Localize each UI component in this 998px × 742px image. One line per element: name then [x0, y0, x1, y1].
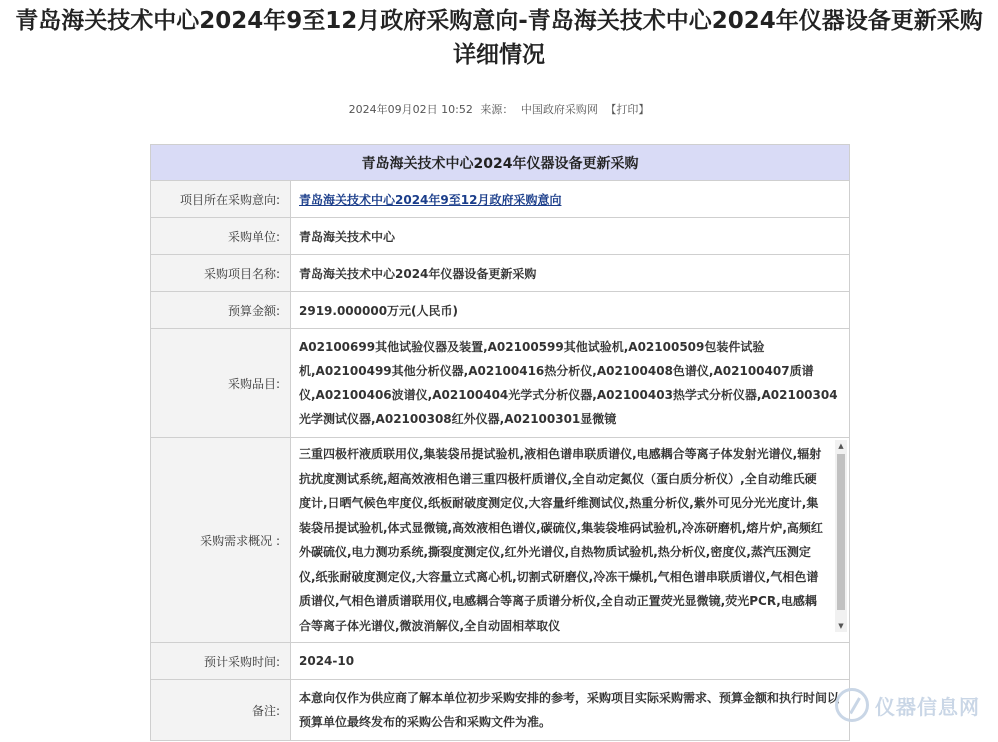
scroll-up-icon[interactable]: ▲: [838, 442, 844, 450]
table-row: [151, 181, 850, 218]
procurement-items-text: A02100699其他试验仪器及装置,A02100599其他试验机,A02100509包装件试验机,A02100499其他分析仪器,A02100416热分析仪,A02100408色谱仪,A02100407质谱仪,A02100406波谱仪,A02100404光学式分析仪器,A02100403热学式分析仪器,A02100304光学测试仪器,A02100308红外仪器,A02100301显微镜: [299, 340, 838, 426]
row-value: [291, 181, 850, 218]
row-label: 预计采购时间:: [151, 643, 291, 680]
row-value: [291, 680, 850, 741]
requirement-text: 三重四极杆液质联用仪,集装袋吊提试验机,液相色谱串联质谱仪,电感耦合等离子体发射光谱仪,辐射抗扰度测试系统,超高效液相色谱三重四极杆质谱仪,全自动定氮仪（蛋白质分析仪）,全自动维氏硬度计,日晒气候色牢度仪,纸板耐破度测定仪,大容量纤维测试仪,热重分析仪,紫外可见分光光度计,集装袋吊提试验机,体式显微镜,高效液相色谱仪,碳硫仪,集装袋堆码试验机,冷冻研磨机,熔片炉,高频红外碳硫仪,电力测功系统,撕裂度测定仪,红外光谱仪,自热物质试验机,热分析仪,密度仪,蒸汽压测定仪,纸张耐破度测定仪,大容量立式离心机,切割式研磨仪,冷冻干燥机,气相色谱串联质谱仪,气相色谱质谱仪,气相色谱质谱联用仪,电感耦合等离子质谱分析仪,全自动正置荧光显微镜,荧光PCR,电感耦合等离子体光谱仪,微波消解仪,全自动固相萃取仪: [299, 447, 823, 633]
table-row: [151, 329, 850, 438]
requirement-scrollbox[interactable]: [299, 442, 841, 638]
row-value: [291, 329, 850, 438]
article-meta: [0, 101, 998, 117]
row-label: 采购项目名称:: [151, 255, 291, 292]
table-row: [151, 255, 850, 292]
procurement-intent-link[interactable]: 青岛海关技术中心2024年9至12月政府采购意向: [299, 192, 562, 207]
row-label: 项目所在采购意向:: [151, 181, 291, 218]
page-title: 青岛海关技术中心2024年9至12月政府采购意向-青岛海关技术中心2024年仪器设备更新采购 详细情况: [15, 8, 983, 68]
row-label: 预算金额:: [151, 292, 291, 329]
print-link[interactable]: 【打印】: [605, 103, 650, 116]
source-name: 中国政府采购网: [520, 103, 598, 116]
scrollbar-thumb[interactable]: [837, 454, 845, 610]
table-row: [151, 218, 850, 255]
watermark: [835, 688, 980, 722]
publish-date: 2024年09月02日 10:52: [348, 103, 473, 116]
table-header: 青岛海关技术中心2024年仪器设备更新采购: [151, 145, 850, 181]
table-row: [151, 438, 850, 643]
row-label: 备注:: [151, 680, 291, 741]
vertical-scrollbar[interactable]: [835, 440, 847, 632]
row-value: 青岛海关技术中心: [291, 218, 850, 255]
table-row: [151, 292, 850, 329]
row-value: 青岛海关技术中心2024年仪器设备更新采购: [291, 255, 850, 292]
table-row: [151, 643, 850, 680]
row-value: 2919.000000万元(人民币): [291, 292, 850, 329]
row-value: [291, 438, 850, 643]
row-value: 2024-10: [291, 643, 850, 680]
scroll-down-icon[interactable]: ▼: [838, 622, 844, 630]
watermark-logo-icon: [835, 688, 869, 722]
procurement-table: [150, 144, 850, 741]
table-row: [151, 680, 850, 741]
source-label: 来源：: [480, 103, 514, 116]
row-label: 采购品目:: [151, 329, 291, 438]
row-label: 采购需求概况 :: [151, 438, 291, 643]
row-label: 采购单位:: [151, 218, 291, 255]
remark-text: 本意向仅作为供应商了解本单位初步采购安排的参考，采购项目实际采购需求、预算金额和执行时间以预算单位最终发布的采购公告和采购文件为准。: [299, 691, 840, 729]
watermark-text: 仪器信息网: [875, 694, 980, 719]
